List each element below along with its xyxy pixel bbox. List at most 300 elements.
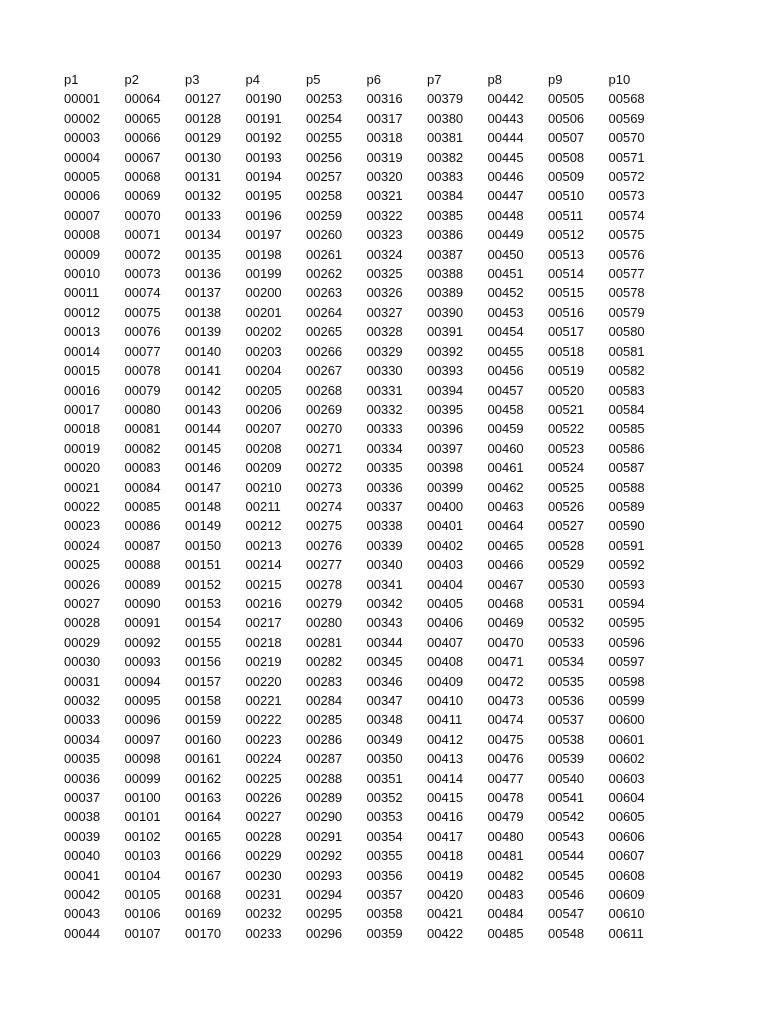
table-cell: 00022 bbox=[64, 498, 101, 514]
table-cell: 00356 bbox=[366, 867, 403, 883]
table-cell: 00092 bbox=[124, 634, 161, 650]
table-cell: 00082 bbox=[124, 440, 161, 456]
table-cell: 00293 bbox=[306, 867, 343, 883]
table-cell: 00485 bbox=[487, 925, 524, 941]
table-cell: 00324 bbox=[366, 246, 403, 262]
table-cell: 00263 bbox=[306, 285, 343, 301]
table-cell: 00544 bbox=[548, 848, 585, 864]
table-cell: 00080 bbox=[124, 401, 161, 417]
table-cell: 00410 bbox=[427, 693, 464, 708]
table-cell: 00192 bbox=[245, 130, 282, 146]
table-cell: 00456 bbox=[487, 363, 524, 379]
table-row bbox=[64, 788, 669, 807]
table-cell: 00359 bbox=[366, 925, 403, 941]
table-cell: 00133 bbox=[185, 207, 222, 223]
table-cell: 00021 bbox=[64, 479, 101, 495]
table-cell: 00194 bbox=[245, 169, 282, 185]
table-cell: 00405 bbox=[427, 595, 464, 611]
table-cell: 00106 bbox=[124, 906, 161, 922]
table-row bbox=[64, 89, 669, 108]
table-cell: 00274 bbox=[306, 498, 343, 514]
table-row bbox=[64, 904, 669, 923]
table-cell: 00474 bbox=[487, 712, 524, 728]
table-cell: 00600 bbox=[608, 712, 645, 728]
table-cell: 00287 bbox=[306, 751, 343, 767]
table-cell: 00014 bbox=[64, 343, 101, 359]
table-cell: 00326 bbox=[366, 285, 403, 301]
table-cell: 00342 bbox=[366, 595, 403, 611]
table-cell: 00042 bbox=[64, 887, 101, 903]
table-cell: 00348 bbox=[366, 712, 403, 728]
table-cell: 00217 bbox=[245, 615, 282, 631]
table-cell: 00210 bbox=[245, 479, 282, 495]
table-cell: 00317 bbox=[366, 110, 403, 126]
table-cell: 00333 bbox=[366, 421, 403, 437]
table-cell: 00097 bbox=[124, 731, 161, 747]
table-cell: 00291 bbox=[306, 828, 343, 844]
table-cell: 00018 bbox=[64, 421, 101, 437]
table-cell: 00253 bbox=[306, 91, 343, 107]
table-cell: 00040 bbox=[64, 848, 101, 864]
table-cell: 00576 bbox=[608, 246, 645, 262]
table-cell: 00135 bbox=[185, 246, 222, 262]
table-cell: 00142 bbox=[185, 382, 222, 398]
table-cell: 00513 bbox=[548, 246, 585, 262]
table-cell: 00002 bbox=[64, 110, 101, 126]
table-cell: 00332 bbox=[366, 401, 403, 417]
table-cell: 00517 bbox=[548, 324, 585, 340]
table-cell: 00273 bbox=[306, 479, 343, 495]
table-cell: 00154 bbox=[185, 615, 222, 631]
table-cell: 00036 bbox=[64, 770, 101, 786]
table-cell: 00159 bbox=[185, 712, 222, 728]
table-cell: 00257 bbox=[306, 169, 343, 185]
column-header-p7: p7 bbox=[427, 72, 442, 87]
table-cell: 00519 bbox=[548, 363, 585, 379]
table-cell: 00134 bbox=[185, 227, 222, 243]
table-cell: 00016 bbox=[64, 382, 101, 398]
table-cell: 00463 bbox=[487, 498, 524, 514]
table-cell: 00526 bbox=[548, 498, 585, 514]
table-cell: 00103 bbox=[124, 848, 161, 864]
table-cell: 00223 bbox=[245, 731, 282, 747]
table-cell: 00068 bbox=[124, 169, 161, 185]
table-row bbox=[64, 381, 669, 400]
table-row bbox=[64, 361, 669, 380]
table-cell: 00468 bbox=[487, 595, 524, 611]
table-cell: 00506 bbox=[548, 110, 585, 126]
table-cell: 00455 bbox=[487, 343, 524, 359]
table-cell: 00422 bbox=[427, 925, 464, 941]
table-cell: 00518 bbox=[548, 343, 585, 359]
table-cell: 00256 bbox=[306, 149, 343, 165]
table-cell: 00454 bbox=[487, 324, 524, 340]
table-cell: 00525 bbox=[548, 479, 585, 495]
table-cell: 00065 bbox=[124, 110, 161, 126]
table-cell: 00074 bbox=[124, 285, 161, 301]
table-cell: 00448 bbox=[487, 207, 524, 223]
table-cell: 00264 bbox=[306, 304, 343, 320]
table-row bbox=[64, 866, 669, 885]
table-cell: 00032 bbox=[64, 693, 101, 708]
table-cell: 00267 bbox=[306, 363, 343, 379]
table-cell: 00288 bbox=[306, 770, 343, 786]
table-cell: 00472 bbox=[487, 673, 524, 689]
table-row bbox=[64, 516, 669, 535]
table-row bbox=[64, 555, 669, 574]
table-cell: 00353 bbox=[366, 809, 403, 825]
table-cell: 00081 bbox=[124, 421, 161, 437]
table-cell: 00391 bbox=[427, 324, 464, 340]
table-cell: 00140 bbox=[185, 343, 222, 359]
table-cell: 00589 bbox=[608, 498, 645, 514]
table-cell: 00127 bbox=[185, 91, 222, 107]
table-cell: 00213 bbox=[245, 537, 282, 553]
table-cell: 00003 bbox=[64, 130, 101, 146]
table-row bbox=[64, 322, 669, 341]
table-cell: 00216 bbox=[245, 595, 282, 611]
table-cell: 00388 bbox=[427, 266, 464, 282]
table-cell: 00569 bbox=[608, 110, 645, 126]
table-cell: 00511 bbox=[548, 207, 584, 223]
table-cell: 00339 bbox=[366, 537, 403, 553]
table-cell: 00444 bbox=[487, 130, 524, 146]
table-cell: 00452 bbox=[487, 285, 524, 301]
table-cell: 00222 bbox=[245, 712, 282, 728]
table-cell: 00015 bbox=[64, 363, 101, 379]
table-cell: 00086 bbox=[124, 518, 161, 534]
table-cell: 00099 bbox=[124, 770, 161, 786]
table-cell: 00163 bbox=[185, 790, 222, 806]
table-cell: 00446 bbox=[487, 169, 524, 185]
table-cell: 00292 bbox=[306, 848, 343, 864]
table-cell: 00039 bbox=[64, 828, 101, 844]
table-cell: 00128 bbox=[185, 110, 222, 126]
table-cell: 00414 bbox=[427, 770, 464, 786]
table-cell: 00145 bbox=[185, 440, 222, 456]
table-cell: 00482 bbox=[487, 867, 524, 883]
table-cell: 00479 bbox=[487, 809, 524, 825]
table-cell: 00578 bbox=[608, 285, 645, 301]
table-cell: 00329 bbox=[366, 343, 403, 359]
data-table bbox=[64, 70, 669, 943]
table-cell: 00224 bbox=[245, 751, 282, 767]
table-cell: 00404 bbox=[427, 576, 464, 592]
table-row bbox=[64, 652, 669, 671]
table-row bbox=[64, 458, 669, 477]
table-cell: 00411 bbox=[427, 712, 463, 728]
header-row bbox=[64, 70, 669, 89]
table-cell: 00604 bbox=[608, 790, 645, 806]
table-cell: 00144 bbox=[185, 421, 222, 437]
table-cell: 00406 bbox=[427, 615, 464, 631]
table-row bbox=[64, 342, 669, 361]
table-cell: 00064 bbox=[124, 91, 161, 107]
table-cell: 00460 bbox=[487, 440, 524, 456]
table-cell: 00220 bbox=[245, 673, 282, 689]
table-cell: 00394 bbox=[427, 382, 464, 398]
table-cell: 00581 bbox=[608, 343, 645, 359]
table-cell: 00258 bbox=[306, 188, 343, 204]
table-cell: 00535 bbox=[548, 673, 585, 689]
table-cell: 00344 bbox=[366, 634, 403, 650]
table-cell: 00458 bbox=[487, 401, 524, 417]
table-cell: 00528 bbox=[548, 537, 585, 553]
table-cell: 00268 bbox=[306, 382, 343, 398]
table-cell: 00582 bbox=[608, 363, 645, 379]
table-cell: 00330 bbox=[366, 363, 403, 379]
table-cell: 00152 bbox=[185, 576, 222, 592]
table-cell: 00226 bbox=[245, 790, 282, 806]
column-header-p3: p3 bbox=[185, 72, 200, 87]
table-cell: 00285 bbox=[306, 712, 343, 728]
table-row bbox=[64, 439, 669, 458]
table-cell: 00478 bbox=[487, 790, 524, 806]
table-cell: 00379 bbox=[427, 91, 464, 107]
table-cell: 00151 bbox=[185, 557, 222, 573]
table-cell: 00462 bbox=[487, 479, 524, 495]
table-cell: 00010 bbox=[64, 266, 101, 282]
table-cell: 00197 bbox=[245, 227, 282, 243]
table-cell: 00066 bbox=[124, 130, 161, 146]
table-row bbox=[64, 303, 669, 322]
table-cell: 00284 bbox=[306, 693, 343, 708]
table-cell: 00350 bbox=[366, 751, 403, 767]
table-cell: 00449 bbox=[487, 227, 524, 243]
table-cell: 00580 bbox=[608, 324, 645, 340]
table-cell: 00011 bbox=[64, 285, 100, 301]
table-cell: 00389 bbox=[427, 285, 464, 301]
table-cell: 00484 bbox=[487, 906, 524, 922]
table-cell: 00071 bbox=[124, 227, 161, 243]
table-cell: 00033 bbox=[64, 712, 101, 728]
table-cell: 00593 bbox=[608, 576, 645, 592]
table-row bbox=[64, 478, 669, 497]
table-cell: 00160 bbox=[185, 731, 222, 747]
table-cell: 00594 bbox=[608, 595, 645, 611]
table-cell: 00038 bbox=[64, 809, 101, 825]
table-row bbox=[64, 167, 669, 186]
table-cell: 00204 bbox=[245, 363, 282, 379]
table-row bbox=[64, 730, 669, 749]
table-cell: 00093 bbox=[124, 654, 161, 670]
table-cell: 00451 bbox=[487, 266, 524, 282]
table-cell: 00443 bbox=[487, 110, 524, 126]
table-cell: 00087 bbox=[124, 537, 161, 553]
table-cell: 00044 bbox=[64, 925, 101, 941]
table-cell: 00203 bbox=[245, 343, 282, 359]
table-cell: 00070 bbox=[124, 207, 161, 223]
table-cell: 00073 bbox=[124, 266, 161, 282]
table-cell: 00413 bbox=[427, 751, 464, 767]
table-cell: 00415 bbox=[427, 790, 464, 806]
table-cell: 00104 bbox=[124, 867, 161, 883]
table-cell: 00008 bbox=[64, 227, 101, 243]
table-cell: 00319 bbox=[366, 149, 403, 165]
table-cell: 00281 bbox=[306, 634, 343, 650]
table-cell: 00254 bbox=[306, 110, 343, 126]
table-cell: 00150 bbox=[185, 537, 222, 553]
table-cell: 00547 bbox=[548, 906, 585, 922]
table-cell: 00471 bbox=[487, 654, 524, 670]
table-cell: 00198 bbox=[245, 246, 282, 262]
table-cell: 00191 bbox=[245, 110, 282, 126]
table-cell: 00290 bbox=[306, 809, 343, 825]
table-cell: 00265 bbox=[306, 324, 343, 340]
table-cell: 00355 bbox=[366, 848, 403, 864]
table-cell: 00328 bbox=[366, 324, 403, 340]
table-cell: 00545 bbox=[548, 867, 585, 883]
table-cell: 00030 bbox=[64, 654, 101, 670]
table-cell: 00001 bbox=[64, 91, 101, 107]
column-header-p9: p9 bbox=[548, 72, 563, 87]
table-cell: 00527 bbox=[548, 518, 585, 534]
table-cell: 00387 bbox=[427, 246, 464, 262]
table-cell: 00107 bbox=[124, 925, 161, 941]
table-cell: 00606 bbox=[608, 828, 645, 844]
column-header-p5: p5 bbox=[306, 72, 321, 87]
table-cell: 00088 bbox=[124, 557, 161, 573]
table-cell: 00395 bbox=[427, 401, 464, 417]
table-cell: 00262 bbox=[306, 266, 343, 282]
table-cell: 00129 bbox=[185, 130, 222, 146]
table-cell: 00538 bbox=[548, 731, 585, 747]
table-cell: 00476 bbox=[487, 751, 524, 767]
table-cell: 00321 bbox=[366, 188, 403, 204]
table-cell: 00280 bbox=[306, 615, 343, 631]
table-cell: 00295 bbox=[306, 906, 343, 922]
table-cell: 00091 bbox=[124, 615, 161, 631]
table-cell: 00230 bbox=[245, 867, 282, 883]
table-cell: 00195 bbox=[245, 188, 282, 204]
table-cell: 00228 bbox=[245, 828, 282, 844]
table-cell: 00509 bbox=[548, 169, 585, 185]
table-cell: 00146 bbox=[185, 460, 222, 476]
table-cell: 00020 bbox=[64, 460, 101, 476]
table-cell: 00157 bbox=[185, 673, 222, 689]
table-cell: 00383 bbox=[427, 169, 464, 185]
table-cell: 00164 bbox=[185, 809, 222, 825]
table-cell: 00605 bbox=[608, 809, 645, 825]
table-cell: 00158 bbox=[185, 693, 222, 708]
table-cell: 00212 bbox=[245, 518, 282, 534]
table-cell: 00573 bbox=[608, 188, 645, 204]
table-cell: 00450 bbox=[487, 246, 524, 262]
table-cell: 00505 bbox=[548, 91, 585, 107]
table-cell: 00465 bbox=[487, 537, 524, 553]
table-cell: 00007 bbox=[64, 207, 101, 223]
table-cell: 00473 bbox=[487, 693, 524, 708]
table-cell: 00340 bbox=[366, 557, 403, 573]
table-cell: 00417 bbox=[427, 828, 464, 844]
table-cell: 00570 bbox=[608, 130, 645, 146]
table-cell: 00148 bbox=[185, 498, 222, 514]
table-cell: 00534 bbox=[548, 654, 585, 670]
table-cell: 00397 bbox=[427, 440, 464, 456]
table-cell: 00209 bbox=[245, 460, 282, 476]
table-row bbox=[64, 186, 669, 205]
table-cell: 00218 bbox=[245, 634, 282, 650]
table-row bbox=[64, 128, 669, 147]
table-cell: 00477 bbox=[487, 770, 524, 786]
table-cell: 00481 bbox=[487, 848, 524, 864]
table-cell: 00069 bbox=[124, 188, 161, 204]
table-row bbox=[64, 536, 669, 555]
table-row bbox=[64, 497, 669, 516]
table-row bbox=[64, 691, 669, 710]
table-cell: 00323 bbox=[366, 227, 403, 243]
table-cell: 00167 bbox=[185, 867, 222, 883]
table-cell: 00591 bbox=[608, 537, 645, 553]
table-cell: 00214 bbox=[245, 557, 282, 573]
table-cell: 00400 bbox=[427, 498, 464, 514]
table-cell: 00572 bbox=[608, 169, 645, 185]
table-cell: 00090 bbox=[124, 595, 161, 611]
table-cell: 00255 bbox=[306, 130, 343, 146]
table-cell: 00025 bbox=[64, 557, 101, 573]
table-cell: 00004 bbox=[64, 149, 101, 165]
table-cell: 00166 bbox=[185, 848, 222, 864]
table-header bbox=[64, 70, 669, 89]
column-header-p8: p8 bbox=[487, 72, 502, 87]
table-row bbox=[64, 846, 669, 865]
table-cell: 00533 bbox=[548, 634, 585, 650]
table-cell: 00579 bbox=[608, 304, 645, 320]
table-cell: 00571 bbox=[608, 149, 645, 165]
table-row bbox=[64, 575, 669, 594]
table-cell: 00035 bbox=[64, 751, 101, 767]
table-cell: 00017 bbox=[64, 401, 101, 417]
table-cell: 00013 bbox=[64, 324, 101, 340]
table-cell: 00521 bbox=[548, 401, 585, 417]
table-row bbox=[64, 419, 669, 438]
table-cell: 00610 bbox=[608, 906, 645, 922]
table-cell: 00019 bbox=[64, 440, 101, 456]
table-cell: 00079 bbox=[124, 382, 161, 398]
table-cell: 00599 bbox=[608, 693, 645, 708]
table-cell: 00208 bbox=[245, 440, 282, 456]
table-cell: 00028 bbox=[64, 615, 101, 631]
table-cell: 00459 bbox=[487, 421, 524, 437]
table-cell: 00586 bbox=[608, 440, 645, 456]
table-cell: 00464 bbox=[487, 518, 524, 534]
table-cell: 00034 bbox=[64, 731, 101, 747]
table-cell: 00337 bbox=[366, 498, 403, 514]
table-cell: 00221 bbox=[245, 693, 282, 708]
table-cell: 00461 bbox=[487, 460, 524, 476]
table-cell: 00102 bbox=[124, 828, 161, 844]
table-cell: 00031 bbox=[64, 673, 101, 689]
table-cell: 00447 bbox=[487, 188, 524, 204]
table-cell: 00331 bbox=[366, 382, 403, 398]
table-cell: 00098 bbox=[124, 751, 161, 767]
table-cell: 00037 bbox=[64, 790, 101, 806]
table-row bbox=[64, 206, 669, 225]
table-cell: 00084 bbox=[124, 479, 161, 495]
table-cell: 00215 bbox=[245, 576, 282, 592]
table-cell: 00089 bbox=[124, 576, 161, 592]
table-cell: 00416 bbox=[427, 809, 464, 825]
table-cell: 00390 bbox=[427, 304, 464, 320]
table-cell: 00598 bbox=[608, 673, 645, 689]
table-cell: 00402 bbox=[427, 537, 464, 553]
table-cell: 00510 bbox=[548, 188, 585, 204]
table-cell: 00029 bbox=[64, 634, 101, 650]
table-cell: 00232 bbox=[245, 906, 282, 922]
table-cell: 00289 bbox=[306, 790, 343, 806]
table-cell: 00420 bbox=[427, 887, 464, 903]
table-cell: 00601 bbox=[608, 731, 645, 747]
